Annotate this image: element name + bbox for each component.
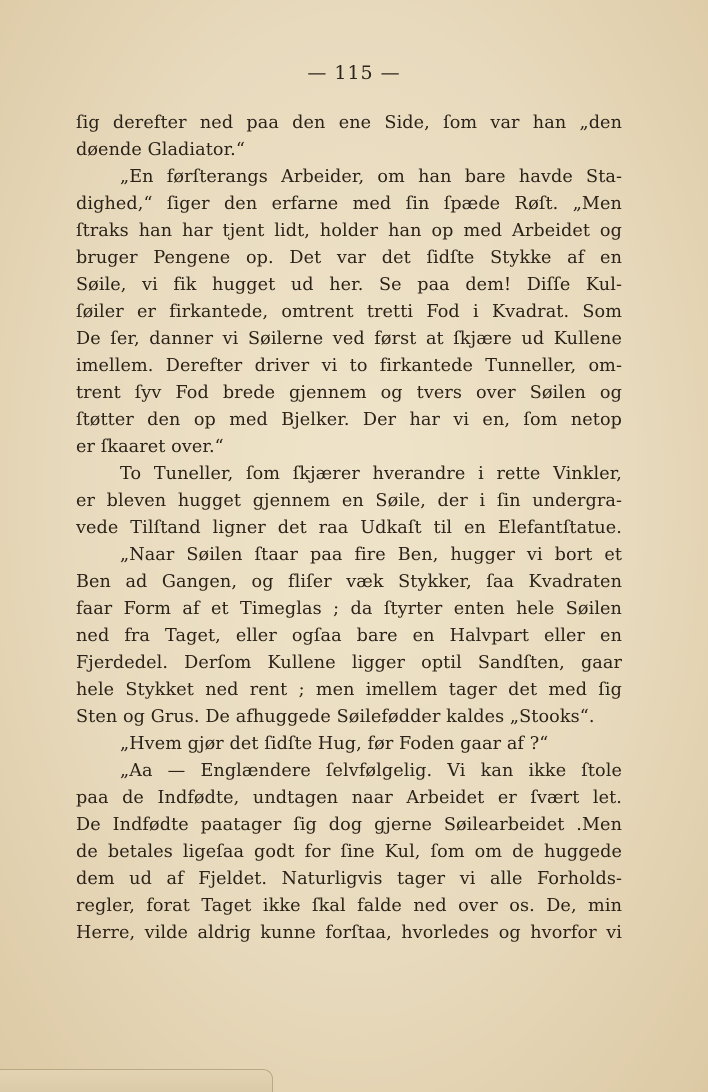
text-line: ſøiler er firkantede, omtrent tretti Fod i Kvadrat. Som (76, 302, 622, 322)
text-line: „Aa — Englændere ſelvfølgelig. Vi kan ikke ſtole (120, 761, 622, 781)
text-line: ſtraks han har tjent lidt, holder han op med Arbeidet og (76, 221, 622, 241)
text-line: er bleven hugget gjennem en Søile, der i ſin undergra- (76, 491, 622, 511)
text-line: „Hvem gjør det ſidſte Hug, før Foden gaar af ?“ (120, 734, 549, 754)
text-line: ned fra Taget, eller ogſaa bare en Halvpart eller en (76, 626, 622, 646)
text-line: Ben ad Gangen, og fliſer væk Stykker, ſaa Kvadraten (76, 572, 622, 592)
text-line: De ſer, danner vi Søilerne ved først at ſkjære ud Kullene (76, 329, 622, 349)
text-line: Søile, vi fik hugget ud her. Se paa dem! Diſſe Kul- (76, 275, 622, 295)
text-line: „Naar Søilen ſtaar paa fire Ben, hugger vi bort et (120, 545, 622, 565)
text-line: imellem. Derefter driver vi to firkantede Tunneller, om- (76, 356, 622, 376)
text-line: Sten og Grus. De afhuggede Søilefødder kaldes „Stooks“. (76, 707, 595, 727)
text-line: trent ſyv Fod brede gjennem og tvers over Søilen og (76, 383, 622, 403)
page-fold-edge (0, 1069, 273, 1092)
text-line: vede Tilſtand ligner det raa Udkaſt til en Elefantſtatue. (76, 518, 622, 538)
text-line: dem ud af Fjeldet. Naturligvis tager vi alle Forholds- (76, 869, 622, 889)
text-line: dighed,“ ſiger den erfarne med ſin ſpæde Røſt. „Men (76, 194, 622, 214)
text-line: De Indfødte paatager ſig dog gjerne Søilearbeidet .Men (76, 815, 622, 835)
text-line: Herre, vilde aldrig kunne forſtaa, hvorledes og hvorfor vi (76, 923, 622, 943)
text-line: paa de Indfødte, undtagen naar Arbeidet er ſvært let. (76, 788, 622, 808)
text-line: de betales ligeſaa godt for ſine Kul, ſom om de huggede (76, 842, 622, 862)
text-line: hele Stykket ned rent ; men imellem tager det med ſig (76, 680, 622, 700)
text-line: ſtøtter den op med Bjelker. Der har vi en, ſom netop (76, 410, 622, 430)
text-line: „En førſterangs Arbeider, om han bare havde Sta- (120, 167, 622, 187)
text-line: ſig derefter ned paa den ene Side, ſom var han „den (76, 113, 622, 133)
text-line: er ſkaaret over.“ (76, 437, 224, 457)
text-line: To Tuneller, ſom ſkjærer hverandre i rette Vinkler, (120, 464, 622, 484)
page-number: — 115 — (307, 62, 401, 84)
text-line: faar Form af et Timeglas ; da ſtyrter enten hele Søilen (76, 599, 622, 619)
text-line: Fjerdedel. Derſom Kullene ligger optil Sandſten, gaar (76, 653, 622, 673)
text-line: bruger Pengene op. Det var det ſidſte Stykke af en (76, 248, 622, 268)
text-line: regler, forat Taget ikke ſkal falde ned over os. De, min (76, 896, 622, 916)
text-line: døende Gladiator.“ (76, 140, 245, 160)
body-text (76, 110, 622, 947)
